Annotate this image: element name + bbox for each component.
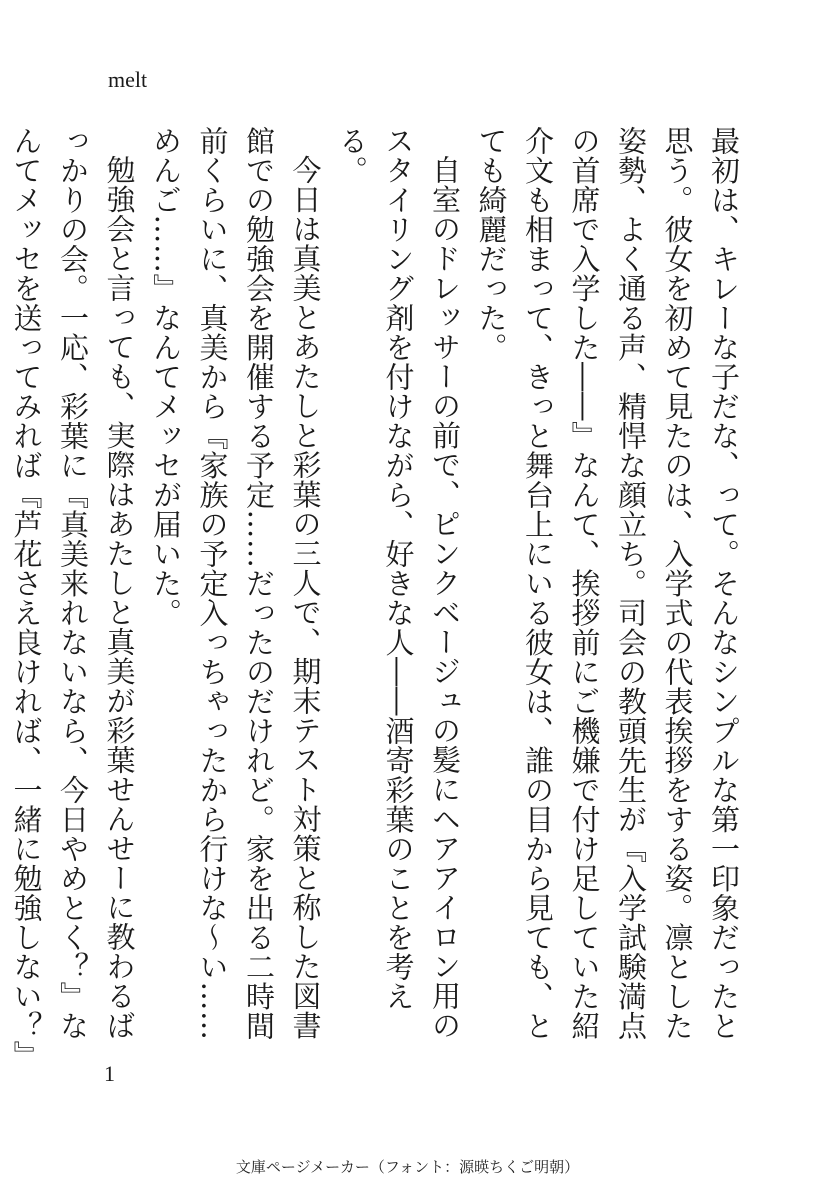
- body-paragraph: 自室のドレッサーの前で、ピンクベージュの髪にヘアアイロン用のスタイリング剤を付けながら、好きな人――酒寄彩葉のことを考える。: [335, 126, 462, 1040]
- story-title: melt: [108, 67, 148, 92]
- footer-credit: 文庫ページメーカー（フォント：源暎ちくご明朝）: [235, 1158, 580, 1176]
- body-paragraph: 最初は、キレーな子だな、って。そんなシンプルな第一印象だったと思う。彼女を初めて見たのは、入学式の代表挨拶をする姿。凛とした姿勢、よく通る声、精悍な顔立ち。司会の教頭先生が『入学試験満点の首席で入学した――』なんて、挨拶前にご機嫌で付け足していた紹介文も相まって、きっと舞台上にいる彼女は、誰の目から見ても、とても綺麗だった。: [474, 126, 741, 1041]
- body-paragraph: 今日は真美とあたしと彩葉の三人で、期末テスト対策と称した図書館での勉強会を開催する予定……だったのだけれど。家を出る二時間前くらいに、真美から『家族の予定入っちゃったから行けな〜い……めんご……』なんてメッセが届いた。: [149, 126, 323, 1041]
- page-number: 1: [104, 1061, 115, 1086]
- vertical-body-text: [9, 126, 747, 1056]
- body-paragraph: 勉強会と言っても、実際はあたしと真美が彩葉せんせーに教わるばっかりの会。一応、彩葉に『真美来れないなら、今日やめとく？』なんてメッセを送ってみれば『芦花さえ良ければ、一緒に勉強しない？』: [9, 126, 137, 1056]
